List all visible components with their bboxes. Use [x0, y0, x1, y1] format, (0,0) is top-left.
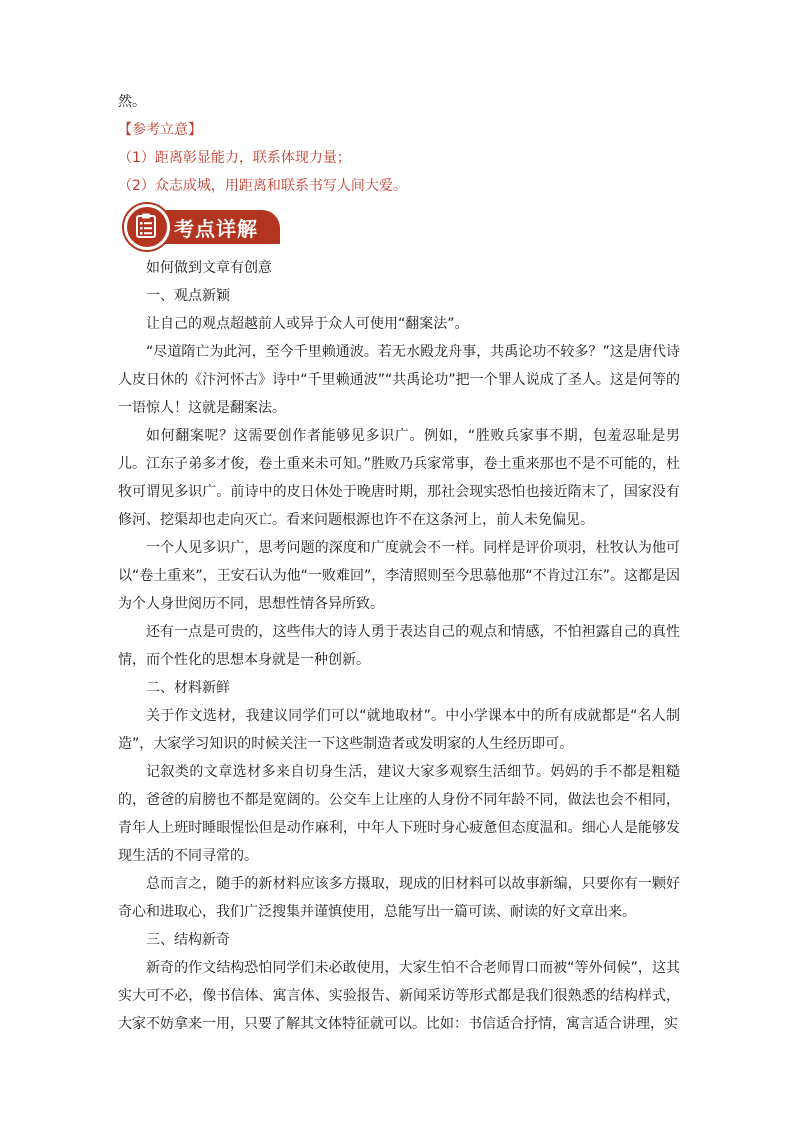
document-body: [118, 88, 680, 1038]
paragraph-5: 还有一点是可贵的，这些伟大的诗人勇于表达自己的观点和情感，不怕袒露自己的真性情，而个性化的思想本身就是一种创新。: [118, 624, 680, 668]
paragraph-7: 记叙类的文章选材多来自切身生活，建议大家多观察生活细节。妈妈的手不都是粗糙的，爸爸的肩膀也不都是宽阔的。公交车上让座的人身份不同年龄不同，做法也会不相同，青年人上班时睡眼惺忪但是动作麻利，中年人下班时身心疲惫但态度温和。细心人是能够发现生活的不同寻常的。: [118, 764, 680, 864]
paragraph-8: 总而言之，随手的新材料应该多方摄取，现成的旧材料可以故事新编，只要你有一颗好奇心和进取心，我们广泛搜集并谨慎使用，总能写出一篇可读、耐读的好文章出来。: [118, 876, 680, 920]
paragraph-6: 关于作文选材，我建议同学们可以“就地取材”。中小学课本中的所有成就都是“名人制造”，大家学习知识的时候关注一下这些制造者或发明家的人生经历即可。: [118, 708, 680, 752]
paragraph-1: 让自己的观点超越前人或异于众人可使用“翻案法”。: [146, 316, 469, 332]
banner-title: 考点详解: [174, 217, 258, 241]
top-fragment: 然。: [118, 94, 146, 110]
section-banner: [118, 204, 283, 246]
section-heading-1: 一、观点新颖: [146, 288, 230, 304]
paragraph-9: 新奇的作文结构恐怕同学们未必敢使用，大家生怕不合老师胃口而被“等外伺候”，这其实大可不必，像书信体、寓言体、实验报告、新闻采访等形式都是我们很熟悉的结构样式，大家不妨拿来一用，只要了解其文体特征就可以。比如：书信适合抒情，寓言适合讲理，实: [118, 960, 680, 1032]
reference-item-2: （2）众志成城，用距离和联系书写人间大爱。: [118, 178, 407, 194]
reference-heading: 【参考立意】: [118, 122, 202, 138]
paragraph-3: 如何翻案呢？这需要创作者能够见多识广。例如，“胜败兵家事不期，包羞忍耻是男儿。江东子弟多才俊，卷土重来未可知。”胜败乃兵家常事，卷土重来那也不是不可能的，杜牧可谓见多识广。前诗中的皮日休处于晚唐时期，那社会现实恐怕也接近隋末了，国家没有修河、挖渠却也走向灭亡。看来问题根源也许不在这条河上，前人未免偏见。: [118, 428, 680, 528]
section-heading-2: 二、材料新鲜: [146, 680, 230, 696]
section-heading-3: 三、结构新奇: [146, 932, 230, 948]
reference-item-1: （1）距离彰显能力，联系体现力量；: [118, 150, 351, 166]
clipboard-icon: [135, 213, 157, 238]
paragraph-4: 一个人见多识广，思考问题的深度和广度就会不一样。同样是评价项羽，杜牧认为他可以“卷土重来”，王安石认为他“一败难回”，李清照则至今思慕他那“不肯过江东”。这都是因为个人身世阅历不同，思想性情各异所致。: [118, 540, 680, 612]
intro-heading: 如何做到文章有创意: [146, 260, 272, 276]
paragraph-2: “尽道隋亡为此河，至今千里赖通波。若无水殿龙舟事，共禹论功不较多？”这是唐代诗人皮日休的《汴河怀古》诗中“千里赖通波”“共禹论功”把一个罪人说成了圣人。这是何等的一语惊人！这就是翻案法。: [118, 344, 680, 416]
